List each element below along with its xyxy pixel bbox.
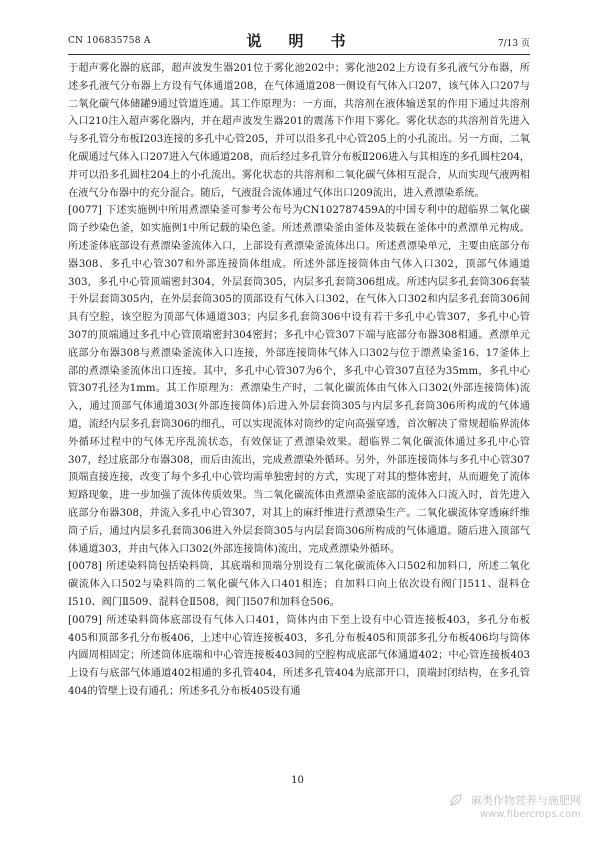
paragraph-text: 所述染料筒包括染料筒，其底端和顶端分别设有二氧化碳流体入口502和加料口，所述二氧化碳流体入口502与染料筒的二氧化碳气体入口401相连；自加料口向上依次设有阀门Ⅰ511、混料仓Ⅰ510、阀门Ⅱ509、混料仓Ⅱ508，阀门Ⅰ507和加料仓506。 — [68, 561, 530, 608]
document-body — [68, 60, 530, 760]
paragraph-continuation — [68, 60, 530, 202]
header-rule — [68, 54, 530, 55]
paragraph-0079 — [68, 612, 530, 701]
document-title: 说 明 书 — [246, 32, 352, 50]
paragraph-text: 于超声雾化器的底部，超声波发生器201位于雾化池202中；雾化池202上方设有多孔液气分布器，所述多孔液气分布器上方设有气体通道208，在气体通道208一侧设有气体入口207，该气体入口207与二氧化碳气体储罐9通过管道连通。其工作原理为：一方面，共溶剂在液体输送泵的作用下通过共溶剂入口210注入超声雾化器内，并在超声波发生器201的震荡下作用下雾化。雾化状态的共溶剂首先进入与多孔管分布板Ⅰ203连接的多孔中心管205，并可以沿多孔中心管205上的小孔流出。另一方面，二氧化碳通过气体入口207进入气体通道208，而后经过多孔管分布板Ⅱ206进入与其相连的多孔圆柱204，并可以沿多孔圆柱204上的小孔流出。雾化状态的共溶剂和二氧化碳气体相互混合，从而实现气液两相在液气分布器中的充分混合。随后，气液混合流体通过气体出口209流出，进入煮漂染系统。 — [68, 63, 530, 199]
paragraph-number: [0079] — [68, 614, 102, 626]
paragraph-text: 所述染料筒体底部设有气体入口401，筒体内由下至上设有中心管连接板403，多孔分布板405和顶部多孔分布板406，上述中心管连接板403，多孔分布板405和顶部多孔分布板406均与筒体内圆周相固定；所述筒体底端和中心管连接板403间的空腔构成底部气体通道402；中心管连接板403上设有与底部气体通道402相通的多孔管404，所述多孔管404为底部开口，顶端封闭结构，在多孔管404的管壁上设有通孔；所述多孔分布板405设有通 — [68, 614, 530, 697]
paragraph-number: [0078] — [68, 561, 102, 573]
watermark-title: 麻类作物营养与施肥网 — [471, 794, 581, 807]
paragraph-0077 — [68, 202, 530, 558]
page-count: 7/13 页 — [497, 39, 530, 49]
paragraph-text: 下述实施例中所用煮漂染釜可参考公布号为CN102787459A的中国专利中的超临界二氧化碳筒子纱染色釜，如实施例1中所记载的染色釜。所述煮漂染釜由釜体及装载在釜体中的煮漂单元构成。所述釜体底部设有煮漂染釜流体入口，上部设有煮漂染釜流体出口。所述煮漂染单元，主要由底部分布器308、多孔中心管307和外部连接筒体组成。所述外部连接筒体由气体入口302，顶部气体通道303，多孔中心管顶端密封304，外层套筒305，内层多孔套筒306组成。所述内层多孔套筒306套装于外层套筒305内，在外层套筒305的顶部设有气体入口302，在气体入口302和内层多孔套筒306间具有空腔，该空腔为顶部气体通道303；内层多孔套筒306中设有若干多孔中心管307，多孔中心管307的顶端通过多孔中心管顶端密封304密封；多孔中心管307下端与底部分布器308相通。煮漂单元底部分布器308与煮漂染釜流体入口连接，外部连接筒体气体入口302与位于漂煮染釜16、17釜体上部的煮漂染釜流体出口连接。其中，多孔中心管307为6个，多孔中心管307直径为35mm，多孔中心管307孔径为1mm。其工作原理为：煮漂染生产时，二氧化碳流体由气体入口302(外部连接筒体)流入，通过顶部气体通道303(外部连接筒体)后进入外层套筒305与内层多孔套筒306所构成的气体通道，流经内层多孔套筒306的细孔，可以实现流体对筒纱的定向高强穿透，首次解决了常规超临界流体外循环过程中的气体无序乱流状态，有效保证了煮漂染效果。超临界二氧化碳流体通过多孔中心管307，经过底部分布器308，而后由流出，完成煮漂染外循环。另外，外部连接筒体与多孔中心管307顶端直接连接，改变了每个多孔中心管均需单独密封的方式，实现了对其的整体密封，从而避免了流体短路现象，进一步加强了流体传质效果。当二氧化碳流体由煮漂染釜底部的流体入口流入时，首先进入底部分布器308，并流入多孔中心管307，对其上的麻纤维进行煮漂染生产。二氧化碳流体穿透麻纤维筒子后，通过内层多孔套筒306进入外层套筒305与内层套筒306所构成的气体通道。随后进入顶部气体通道303，并由气体入口302(外部连接筒体)流出，完成煮漂染外循环。 — [68, 205, 530, 555]
site-watermark — [431, 792, 581, 826]
leaf-icon — [449, 793, 463, 807]
watermark-url: www.fibercrops.com — [479, 809, 581, 820]
paragraph-number: [0077] — [68, 205, 102, 217]
page-header — [68, 30, 530, 52]
publication-number: CN 106835758 A — [68, 36, 151, 46]
page-number: 10 — [291, 775, 304, 786]
paragraph-0078 — [68, 558, 530, 611]
